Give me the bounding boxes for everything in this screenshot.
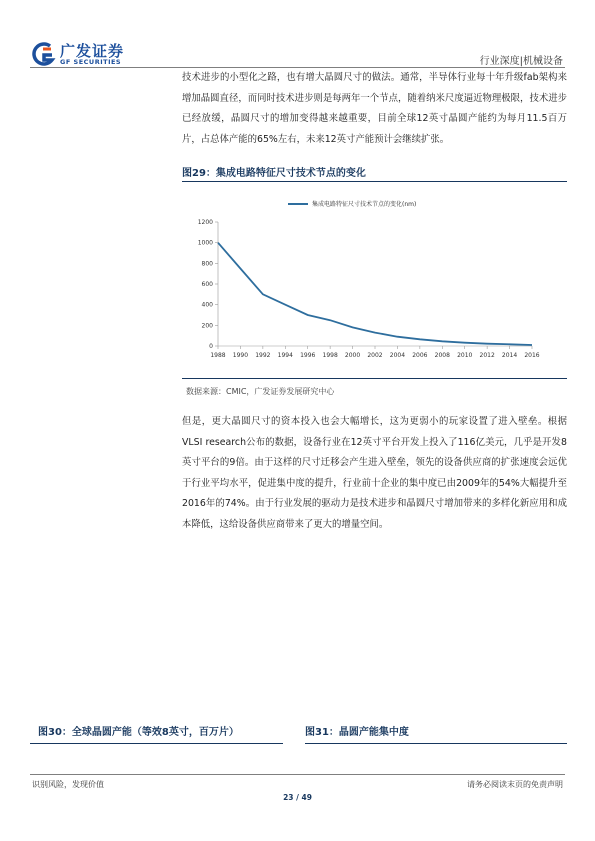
- page-header: [0, 0, 595, 74]
- logo-english-name: GF SECURITIES: [60, 58, 122, 66]
- gf-securities-logo: [30, 40, 140, 68]
- figure-29-title-rule: [182, 181, 567, 182]
- y-tick-label: 200: [201, 322, 213, 330]
- x-tick-label: 2016: [524, 352, 540, 359]
- logo-chinese-name: 广发证券: [60, 42, 125, 60]
- figure-29-bottom-rule: [182, 378, 567, 379]
- figure-29-title: 图29：集成电路特征尺寸技术节点的变化: [182, 168, 366, 179]
- y-tick-label: 400: [201, 301, 213, 309]
- y-tick-label: 1200: [197, 219, 213, 226]
- y-tick-label: 1000: [197, 239, 213, 247]
- figure-30-title: 图30：全球晶圆产能（等效8英寸，百万片）: [38, 727, 239, 738]
- legend-label: 集成电路特征尺寸技术节点的变化(nm): [312, 201, 417, 208]
- x-tick-label: 2000: [344, 352, 361, 359]
- x-tick-label: 1990: [232, 352, 249, 359]
- body-paragraph-1: 技术进步的小型化之路，也有增大晶圆尺寸的做法。通常，半导体行业每十年升级fab架构来增加晶圆直径，而同时技术进步则是每两年一个节点，随着纳米尺度逼近物理极限，技术进步已经放缓，晶圆尺寸的增加变得越来越重要，目前全球12英寸晶圆产能约为每月11.5百万片，占总体产能的65%左右，未来12英寸产能预计会继续扩张。: [182, 72, 567, 145]
- footer-disclaimer-note: 请务必阅读末页的免责声明: [467, 780, 563, 789]
- figure-30-title-rule: [30, 743, 283, 744]
- body-paragraph-2: 但是，更大晶圆尺寸的资本投入也会大幅增长，这为更弱小的玩家设置了进入壁垒。根据VLSI research公布的数据，设备行业在12英寸平台开发上投入了116亿美元，几乎是开发8英寸平台的9倍。由于这样的尺寸迁移会产生进入壁垒，领先的设备供应商的扩张速度会远优于行业平均水平，促进集中度的提升，行业前十企业的集中度已由2009年的54%大幅提升至2016年的74%。由于行业发展的驱动力是技术进步和晶圆尺寸增加带来的多样化新应用和成本降低，这给设备供应商带来了更大的增量空间。: [182, 416, 567, 530]
- x-tick-label: 2014: [501, 352, 518, 359]
- page-number: 23 / 49: [283, 793, 312, 802]
- x-tick-label: 2012: [479, 352, 495, 359]
- y-tick-label: 800: [201, 260, 213, 268]
- x-tick-label: 1992: [255, 352, 271, 359]
- x-tick-label: 1996: [300, 352, 316, 359]
- x-tick-label: 1994: [277, 352, 293, 359]
- series-line: [218, 243, 532, 345]
- x-tick-label: 2006: [412, 352, 428, 359]
- figure-29-chart: [182, 186, 567, 368]
- report-category: 行业深度|机械设备: [479, 56, 563, 67]
- figure-29-source: 数据来源：CMIC，广发证券发展研究中心: [186, 387, 335, 396]
- y-tick-label: 0: [209, 343, 213, 350]
- x-tick-label: 2004: [389, 352, 406, 359]
- footer-divider: [30, 774, 565, 775]
- x-tick-label: 2010: [457, 352, 473, 359]
- line-chart-svg: [182, 186, 567, 368]
- footer-slogan: 识别风险，发现价值: [32, 780, 104, 789]
- gf-logo-icon: [30, 42, 56, 68]
- x-tick-label: 1988: [210, 352, 226, 359]
- figure-31-title-rule: [305, 743, 567, 744]
- x-tick-label: 1998: [322, 352, 338, 359]
- x-tick-label: 2002: [367, 352, 383, 359]
- x-tick-label: 2008: [434, 352, 450, 359]
- figure-31-title: 图31：晶圆产能集中度: [305, 727, 409, 738]
- y-tick-label: 600: [201, 281, 213, 288]
